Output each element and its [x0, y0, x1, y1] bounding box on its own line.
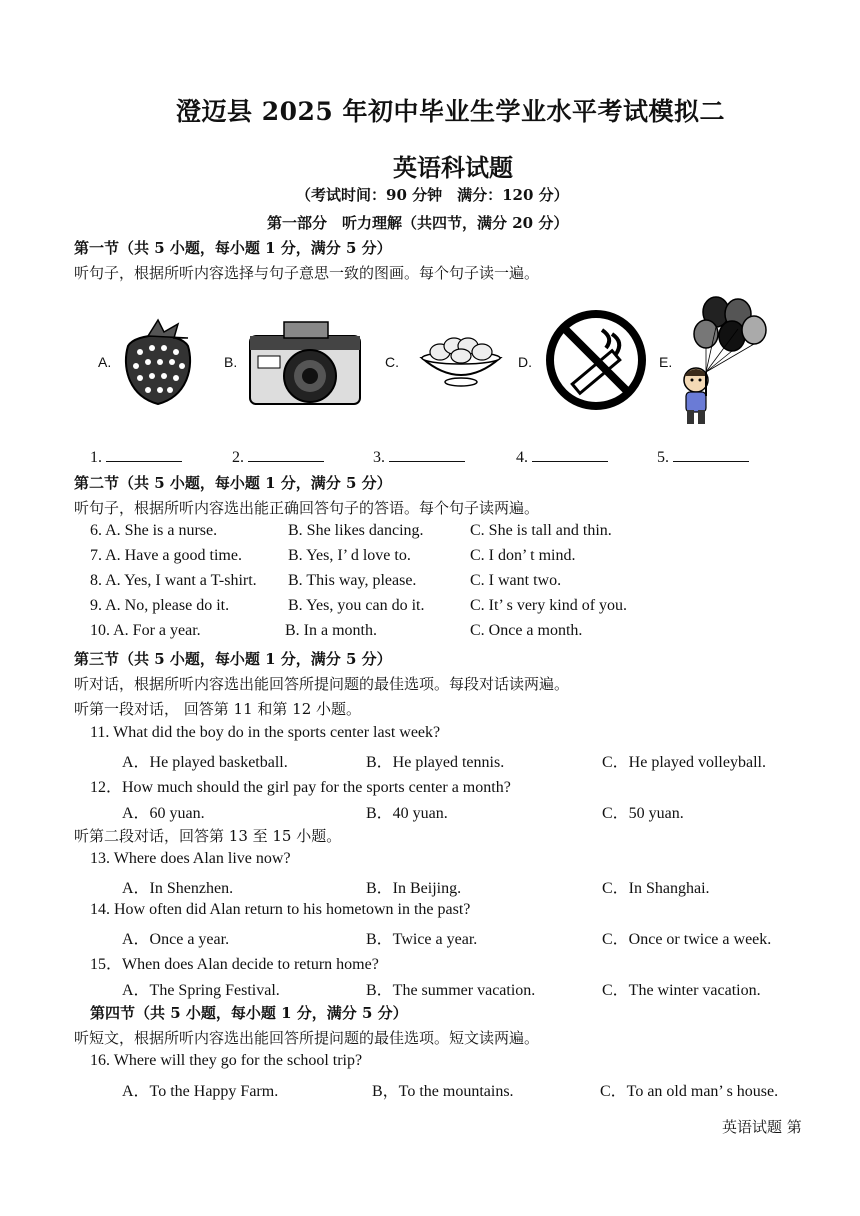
q8-option-b: B. This way, please. — [288, 572, 417, 589]
page-footer: 英语试题 第 — [722, 1118, 802, 1136]
section3-heading: 第三节（共 5 小题，每小题 1 分，满分 5 分） — [74, 650, 392, 668]
picture-label-c: C. — [385, 354, 399, 370]
section3-instruction: 听对话，根据所听内容选出能回答所提问题的最佳选项。每段对话读两遍。 — [74, 675, 570, 693]
picture-label-d: D. — [518, 354, 532, 370]
section2-instruction: 听句子，根据所听内容选出能正确回答句子的答语。每个句子读两遍。 — [74, 499, 540, 517]
exam-title: 澄迈县 2025 年初中毕业生学业水平考试模拟二 — [176, 97, 725, 126]
q13-option-c: C．In Shanghai. — [602, 880, 710, 897]
answer-blank-2[interactable]: 2. — [232, 447, 324, 467]
picture-label-e: E. — [659, 354, 673, 370]
q10-option-b: B. In a month. — [285, 622, 377, 639]
q10-option-a: 10. A. For a year. — [90, 622, 201, 639]
answer-blank-4[interactable]: 4. — [516, 447, 608, 467]
q16-option-b: B，To the mountains. — [372, 1083, 514, 1100]
q6-option-b: B. She likes dancing. — [288, 522, 424, 539]
section4-instruction: 听短文，根据所听内容选出能回答所提问题的最佳选项。短文读两遍。 — [74, 1029, 540, 1047]
dialogue1-intro: 听第一段对话， 回答第 11 和第 12 小题。 — [74, 700, 362, 718]
q16-option-a: A．To the Happy Farm. — [122, 1083, 279, 1100]
camera-icon — [246, 318, 364, 412]
q14-option-c: C．Once or twice a week. — [602, 931, 772, 948]
q7-option-c: C. I don’ t mind. — [470, 547, 576, 564]
q13-option-b: B．In Beijing. — [366, 880, 462, 897]
q14-stem: 14. How often did Alan return to his hometown in the past? — [90, 901, 471, 918]
q12-option-b: B．40 yuan. — [366, 805, 448, 822]
q15-option-b: B．The summer vacation. — [366, 982, 536, 999]
q10-option-c: C. Once a month. — [470, 622, 583, 639]
part1-heading: 第一部分 听力理解（共四节，满分 20 分） — [267, 214, 569, 232]
answer-blank-5[interactable]: 5. — [657, 447, 749, 467]
q8-option-c: C. I want two. — [470, 572, 562, 589]
section1-instruction: 听句子，根据所听内容选择与句子意思一致的图画。每个句子读一遍。 — [74, 264, 540, 282]
q8-option-a: 8. A. Yes, I want a T-shirt. — [90, 572, 257, 589]
q16-stem: 16. Where will they go for the school trip? — [90, 1052, 363, 1069]
q12-option-a: A．60 yuan. — [122, 805, 205, 822]
q13-option-a: A．In Shenzhen. — [122, 880, 234, 897]
q11-option-a: A．He played basketball. — [122, 754, 288, 771]
subject-title: 英语科试题 — [393, 153, 513, 182]
dialogue2-intro: 听第二段对话，回答第 13 至 15 小题。 — [74, 827, 342, 845]
q14-option-a: A．Once a year. — [122, 931, 230, 948]
q15-option-a: A．The Spring Festival. — [122, 982, 280, 999]
exam-info: （考试时间：90 分钟 满分：120 分） — [296, 186, 569, 204]
q15-option-c: C．The winter vacation. — [602, 982, 761, 999]
answer-blank-1[interactable]: 1. — [90, 447, 182, 467]
q14-option-b: B．Twice a year. — [366, 931, 478, 948]
no-smoking-icon — [544, 308, 648, 416]
q12-stem: 12．How much should the girl pay for the sports center a month? — [90, 779, 511, 796]
dumplings-icon — [418, 332, 504, 392]
picture-label-b: B. — [224, 354, 238, 370]
answer-blank-3[interactable]: 3. — [373, 447, 465, 467]
q16-option-c: C．To an old man’ s house. — [600, 1083, 779, 1100]
q9-option-b: B. Yes, you can do it. — [288, 597, 425, 614]
q9-option-a: 9. A. No, please do it. — [90, 597, 230, 614]
q11-option-b: B．He played tennis. — [366, 754, 505, 771]
strawberry-icon — [118, 316, 198, 410]
q9-option-c: C. It’ s very kind of you. — [470, 597, 628, 614]
q11-stem: 11. What did the boy do in the sports center last week? — [90, 724, 441, 741]
q6-option-c: C. She is tall and thin. — [470, 522, 612, 539]
section2-heading: 第二节（共 5 小题，每小题 1 分，满分 5 分） — [74, 474, 392, 492]
section4-heading: 第四节（共 5 小题，每小题 1 分，满分 5 分） — [90, 1004, 408, 1022]
q6-option-a: 6. A. She is a nurse. — [90, 522, 218, 539]
q11-option-c: C．He played volleyball. — [602, 754, 766, 771]
q12-option-c: C．50 yuan. — [602, 805, 684, 822]
q7-option-a: 7. A. Have a good time. — [90, 547, 242, 564]
boy-with-balloons-icon — [676, 296, 770, 436]
q15-stem: 15．When does Alan decide to return home? — [90, 956, 379, 973]
q7-option-b: B. Yes, I’ d love to. — [288, 547, 411, 564]
q13-stem: 13. Where does Alan live now? — [90, 850, 291, 867]
picture-label-a: A. — [98, 354, 112, 370]
section1-heading: 第一节（共 5 小题，每小题 1 分，满分 5 分） — [74, 239, 392, 257]
